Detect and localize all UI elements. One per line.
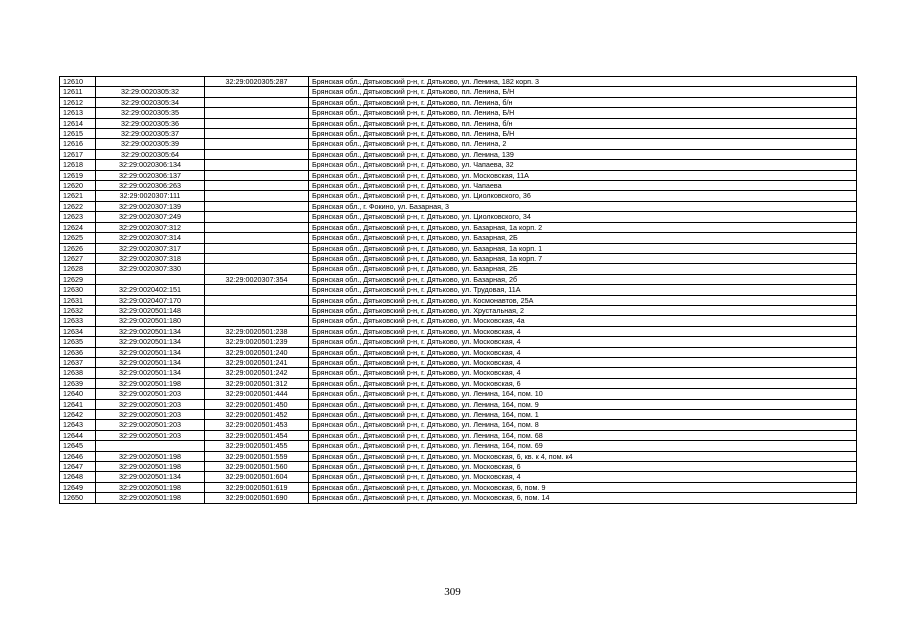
parcel-cadastral-cell: 32:29:0020501:134 — [96, 357, 205, 367]
object-cadastral-cell: 32:29:0020501:238 — [205, 326, 309, 336]
row-number-cell: 12630 — [60, 285, 96, 295]
table-row — [60, 347, 857, 357]
row-number-cell: 12639 — [60, 378, 96, 388]
parcel-cadastral-cell: 32:29:0020501:134 — [96, 337, 205, 347]
parcel-cadastral-cell: 32:29:0020501:203 — [96, 389, 205, 399]
table-row — [60, 462, 857, 472]
object-cadastral-cell — [205, 243, 309, 253]
row-number-cell: 12614 — [60, 118, 96, 128]
object-cadastral-cell: 32:29:0020501:312 — [205, 378, 309, 388]
address-cell: Брянская обл., Дятьковский р-н, г. Дятьково, ул. Базарная, 1а корп. 7 — [309, 253, 857, 263]
object-cadastral-cell — [205, 233, 309, 243]
address-cell: Брянская обл., Дятьковский р-н, г. Дятьково, ул. Московская, 6, пом. 9 — [309, 482, 857, 492]
address-cell: Брянская обл., Дятьковский р-н, г. Дятьково, пл. Ленина, Б/Н — [309, 108, 857, 118]
object-cadastral-cell — [205, 201, 309, 211]
row-number-cell: 12615 — [60, 129, 96, 139]
row-number-cell: 12613 — [60, 108, 96, 118]
address-cell: Брянская обл., Дятьковский р-н, г. Дятьково, ул. Базарная, 2Б — [309, 233, 857, 243]
parcel-cadastral-cell: 32:29:0020407:170 — [96, 295, 205, 305]
table-row — [60, 326, 857, 336]
table-row — [60, 441, 857, 451]
table-row — [60, 201, 857, 211]
row-number-cell: 12633 — [60, 316, 96, 326]
object-cadastral-cell — [205, 253, 309, 263]
table-row — [60, 430, 857, 440]
row-number-cell: 12634 — [60, 326, 96, 336]
table-row — [60, 264, 857, 274]
table-row — [60, 399, 857, 409]
parcel-cadastral-cell: 32:29:0020501:198 — [96, 493, 205, 503]
address-cell: Брянская обл., Дятьковский р-н, г. Дятьково, ул. Московская, 4 — [309, 326, 857, 336]
row-number-cell: 12622 — [60, 201, 96, 211]
address-cell: Брянская обл., Дятьковский р-н, г. Дятьково, ул. Московская, 4 — [309, 357, 857, 367]
address-cell: Брянская обл., Дятьковский р-н, г. Дятьково, ул. Ленина, 164, пом. 8 — [309, 420, 857, 430]
object-cadastral-cell: 32:29:0020501:444 — [205, 389, 309, 399]
address-cell: Брянская обл., Дятьковский р-н, г. Дятьково, ул. Трудовая, 11А — [309, 285, 857, 295]
object-cadastral-cell — [205, 160, 309, 170]
object-cadastral-cell: 32:29:0020501:450 — [205, 399, 309, 409]
parcel-cadastral-cell: 32:29:0020307:111 — [96, 191, 205, 201]
row-number-cell: 12625 — [60, 233, 96, 243]
parcel-cadastral-cell: 32:29:0020501:203 — [96, 420, 205, 430]
address-cell: Брянская обл., Дятьковский р-н, г. Дятьково, ул. Московская, 6 — [309, 378, 857, 388]
address-cell: Брянская обл., Дятьковский р-н, г. Дятьково, ул. Циолковского, 36 — [309, 191, 857, 201]
row-number-cell: 12646 — [60, 451, 96, 461]
address-cell: Брянская обл., Дятьковский р-н, г. Дятьково, ул. Ленина, 164, пом. 1 — [309, 410, 857, 420]
parcel-cadastral-cell: 32:29:0020307:318 — [96, 253, 205, 263]
address-cell: Брянская обл., Дятьковский р-н, г. Дятьково, ул. Московская, 11А — [309, 170, 857, 180]
address-cell: Брянская обл., Дятьковский р-н, г. Дятьково, пл. Ленина, Б/Н — [309, 129, 857, 139]
parcel-cadastral-cell: 32:29:0020307:330 — [96, 264, 205, 274]
registry-table-body — [60, 77, 857, 504]
parcel-cadastral-cell: 32:29:0020501:198 — [96, 462, 205, 472]
row-number-cell: 12627 — [60, 253, 96, 263]
table-row — [60, 222, 857, 232]
table-row — [60, 170, 857, 180]
row-number-cell: 12638 — [60, 368, 96, 378]
address-cell: Брянская обл., Дятьковский р-н, г. Дятьково, ул. Базарная, 2б — [309, 274, 857, 284]
object-cadastral-cell — [205, 97, 309, 107]
address-cell: Брянская обл., Дятьковский р-н, г. Дятьково, ул. Московская, 4а — [309, 316, 857, 326]
row-number-cell: 12647 — [60, 462, 96, 472]
address-cell: Брянская обл., Дятьковский р-н, г. Дятьково, ул. Московская, 6, пом. 14 — [309, 493, 857, 503]
address-cell: Брянская обл., Дятьковский р-н, г. Дятьково, ул. Московская, 6, кв. к 4, пом. к4 — [309, 451, 857, 461]
object-cadastral-cell: 32:29:0020501:241 — [205, 357, 309, 367]
parcel-cadastral-cell: 32:29:0020305:37 — [96, 129, 205, 139]
address-cell: Брянская обл., Дятьковский р-н, г. Дятьково, ул. Московская, 4 — [309, 337, 857, 347]
table-row — [60, 420, 857, 430]
object-cadastral-cell — [205, 149, 309, 159]
parcel-cadastral-cell: 32:29:0020402:151 — [96, 285, 205, 295]
row-number-cell: 12649 — [60, 482, 96, 492]
parcel-cadastral-cell: 32:29:0020501:203 — [96, 399, 205, 409]
table-row — [60, 149, 857, 159]
parcel-cadastral-cell — [96, 441, 205, 451]
row-number-cell: 12645 — [60, 441, 96, 451]
address-cell: Брянская обл., Дятьковский р-н, г. Дятьково, ул. Чапаева — [309, 181, 857, 191]
table-row — [60, 253, 857, 263]
row-number-cell: 12626 — [60, 243, 96, 253]
address-cell: Брянская обл., Дятьковский р-н, г. Дятьково, ул. Базарная, 1а корп. 2 — [309, 222, 857, 232]
address-cell: Брянская обл., Дятьковский р-н, г. Дятьково, ул. Хрустальная, 2 — [309, 305, 857, 315]
object-cadastral-cell — [205, 264, 309, 274]
row-number-cell: 12628 — [60, 264, 96, 274]
row-number-cell: 12650 — [60, 493, 96, 503]
row-number-cell: 12640 — [60, 389, 96, 399]
object-cadastral-cell: 32:29:0020501:690 — [205, 493, 309, 503]
parcel-cadastral-cell: 32:29:0020307:314 — [96, 233, 205, 243]
address-cell: Брянская обл., Дятьковский р-н, г. Дятьково, ул. Ленина, 164, пом. 10 — [309, 389, 857, 399]
address-cell: Брянская обл., Дятьковский р-н, г. Дятьково, ул. Ленина, 164, пом. 9 — [309, 399, 857, 409]
address-cell: Брянская обл., Дятьковский р-н, г. Дятьково, ул. Ленина, 139 — [309, 149, 857, 159]
row-number-cell: 12635 — [60, 337, 96, 347]
object-cadastral-cell: 32:29:0020501:239 — [205, 337, 309, 347]
row-number-cell: 12629 — [60, 274, 96, 284]
object-cadastral-cell — [205, 108, 309, 118]
row-number-cell: 12648 — [60, 472, 96, 482]
object-cadastral-cell: 32:29:0020501:619 — [205, 482, 309, 492]
table-row — [60, 368, 857, 378]
row-number-cell: 12616 — [60, 139, 96, 149]
address-cell: Брянская обл., Дятьковский р-н, г. Дятьково, ул. Московская, 4 — [309, 472, 857, 482]
table-row — [60, 305, 857, 315]
parcel-cadastral-cell: 32:29:0020501:198 — [96, 451, 205, 461]
table-row — [60, 243, 857, 253]
row-number-cell: 12631 — [60, 295, 96, 305]
table-row — [60, 212, 857, 222]
object-cadastral-cell: 32:29:0020307:354 — [205, 274, 309, 284]
table-row — [60, 233, 857, 243]
object-cadastral-cell — [205, 129, 309, 139]
parcel-cadastral-cell: 32:29:0020501:134 — [96, 347, 205, 357]
row-number-cell: 12623 — [60, 212, 96, 222]
object-cadastral-cell: 32:29:0020501:452 — [205, 410, 309, 420]
row-number-cell: 12610 — [60, 77, 96, 87]
row-number-cell: 12624 — [60, 222, 96, 232]
parcel-cadastral-cell: 32:29:0020307:249 — [96, 212, 205, 222]
row-number-cell: 12636 — [60, 347, 96, 357]
object-cadastral-cell — [205, 285, 309, 295]
row-number-cell: 12632 — [60, 305, 96, 315]
table-row — [60, 472, 857, 482]
row-number-cell: 12618 — [60, 160, 96, 170]
address-cell: Брянская обл., Дятьковский р-н, г. Дятьково, ул. Ленина, 164, пом. 69 — [309, 441, 857, 451]
parcel-cadastral-cell: 32:29:0020305:34 — [96, 97, 205, 107]
page-number: 309 — [444, 586, 461, 598]
table-row — [60, 108, 857, 118]
parcel-cadastral-cell: 32:29:0020501:203 — [96, 410, 205, 420]
parcel-cadastral-cell: 32:29:0020306:263 — [96, 181, 205, 191]
parcel-cadastral-cell: 32:29:0020306:137 — [96, 170, 205, 180]
parcel-cadastral-cell: 32:29:0020305:36 — [96, 118, 205, 128]
table-row — [60, 118, 857, 128]
parcel-cadastral-cell: 32:29:0020501:134 — [96, 472, 205, 482]
object-cadastral-cell — [205, 212, 309, 222]
object-cadastral-cell — [205, 316, 309, 326]
parcel-cadastral-cell: 32:29:0020305:39 — [96, 139, 205, 149]
table-row — [60, 160, 857, 170]
table-row — [60, 410, 857, 420]
object-cadastral-cell — [205, 191, 309, 201]
object-cadastral-cell: 32:29:0020305:287 — [205, 77, 309, 87]
registry-table — [59, 76, 857, 504]
parcel-cadastral-cell: 32:29:0020501:198 — [96, 482, 205, 492]
table-row — [60, 337, 857, 347]
row-number-cell: 12620 — [60, 181, 96, 191]
parcel-cadastral-cell: 32:29:0020501:148 — [96, 305, 205, 315]
address-cell: Брянская обл., Дятьковский р-н, г. Дятьково, пл. Ленина, Б/Н — [309, 87, 857, 97]
table-row — [60, 378, 857, 388]
object-cadastral-cell — [205, 118, 309, 128]
table-row — [60, 87, 857, 97]
table-row — [60, 191, 857, 201]
object-cadastral-cell: 32:29:0020501:454 — [205, 430, 309, 440]
table-row — [60, 451, 857, 461]
object-cadastral-cell: 32:29:0020501:604 — [205, 472, 309, 482]
address-cell: Брянская обл., Дятьковский р-н, г. Дятьково, пл. Ленина, 2 — [309, 139, 857, 149]
table-row — [60, 97, 857, 107]
address-cell: Брянская обл., Дятьковский р-н, г. Дятьково, ул. Московская, 4 — [309, 368, 857, 378]
object-cadastral-cell — [205, 305, 309, 315]
table-row — [60, 285, 857, 295]
object-cadastral-cell: 32:29:0020501:455 — [205, 441, 309, 451]
address-cell: Брянская обл., Дятьковский р-н, г. Дятьково, ул. Чапаева, 32 — [309, 160, 857, 170]
parcel-cadastral-cell: 32:29:0020501:180 — [96, 316, 205, 326]
address-cell: Брянская обл., Дятьковский р-н, г. Дятьково, ул. Ленина, 182 корп. 3 — [309, 77, 857, 87]
address-cell: Брянская обл., Дятьковский р-н, г. Дятьково, ул. Космонавтов, 25А — [309, 295, 857, 305]
row-number-cell: 12642 — [60, 410, 96, 420]
parcel-cadastral-cell: 32:29:0020305:35 — [96, 108, 205, 118]
parcel-cadastral-cell — [96, 274, 205, 284]
address-cell: Брянская обл., Дятьковский р-н, г. Дятьково, ул. Базарная, 1а корп. 1 — [309, 243, 857, 253]
row-number-cell: 12621 — [60, 191, 96, 201]
address-cell: Брянская обл., Дятьковский р-н, г. Дятьково, ул. Циолковского, 34 — [309, 212, 857, 222]
object-cadastral-cell — [205, 295, 309, 305]
object-cadastral-cell — [205, 222, 309, 232]
address-cell: Брянская обл., Дятьковский р-н, г. Дятьково, ул. Московская, 6 — [309, 462, 857, 472]
row-number-cell: 12643 — [60, 420, 96, 430]
parcel-cadastral-cell: 32:29:0020501:134 — [96, 368, 205, 378]
table-row — [60, 129, 857, 139]
row-number-cell: 12619 — [60, 170, 96, 180]
object-cadastral-cell — [205, 87, 309, 97]
table-row — [60, 139, 857, 149]
row-number-cell: 12611 — [60, 87, 96, 97]
object-cadastral-cell: 32:29:0020501:560 — [205, 462, 309, 472]
object-cadastral-cell: 32:29:0020501:242 — [205, 368, 309, 378]
parcel-cadastral-cell: 32:29:0020307:312 — [96, 222, 205, 232]
row-number-cell: 12641 — [60, 399, 96, 409]
address-cell: Брянская обл., г. Фокино, ул. Базарная, 3 — [309, 201, 857, 211]
table-row — [60, 295, 857, 305]
table-row — [60, 274, 857, 284]
parcel-cadastral-cell: 32:29:0020501:134 — [96, 326, 205, 336]
parcel-cadastral-cell: 32:29:0020307:139 — [96, 201, 205, 211]
parcel-cadastral-cell: 32:29:0020305:64 — [96, 149, 205, 159]
table-row — [60, 77, 857, 87]
row-number-cell: 12612 — [60, 97, 96, 107]
parcel-cadastral-cell: 32:29:0020501:203 — [96, 430, 205, 440]
object-cadastral-cell: 32:29:0020501:453 — [205, 420, 309, 430]
address-cell: Брянская обл., Дятьковский р-н, г. Дятьково, ул. Базарная, 2Б — [309, 264, 857, 274]
table-row — [60, 389, 857, 399]
object-cadastral-cell: 32:29:0020501:240 — [205, 347, 309, 357]
table-row — [60, 181, 857, 191]
object-cadastral-cell — [205, 170, 309, 180]
table-row — [60, 357, 857, 367]
address-cell: Брянская обл., Дятьковский р-н, г. Дятьково, пл. Ленина, б/н — [309, 118, 857, 128]
table-row — [60, 482, 857, 492]
row-number-cell: 12637 — [60, 357, 96, 367]
address-cell: Брянская обл., Дятьковский р-н, г. Дятьково, пл. Ленина, б/н — [309, 97, 857, 107]
row-number-cell: 12644 — [60, 430, 96, 440]
parcel-cadastral-cell: 32:29:0020306:134 — [96, 160, 205, 170]
address-cell: Брянская обл., Дятьковский р-н, г. Дятьково, ул. Московская, 4 — [309, 347, 857, 357]
object-cadastral-cell — [205, 139, 309, 149]
parcel-cadastral-cell: 32:29:0020305:32 — [96, 87, 205, 97]
parcel-cadastral-cell: 32:29:0020501:198 — [96, 378, 205, 388]
row-number-cell: 12617 — [60, 149, 96, 159]
table-row — [60, 493, 857, 503]
address-cell: Брянская обл., Дятьковский р-н, г. Дятьково, ул. Ленина, 164, пом. 68 — [309, 430, 857, 440]
parcel-cadastral-cell: 32:29:0020307:317 — [96, 243, 205, 253]
object-cadastral-cell — [205, 181, 309, 191]
parcel-cadastral-cell — [96, 77, 205, 87]
object-cadastral-cell: 32:29:0020501:559 — [205, 451, 309, 461]
table-row — [60, 316, 857, 326]
